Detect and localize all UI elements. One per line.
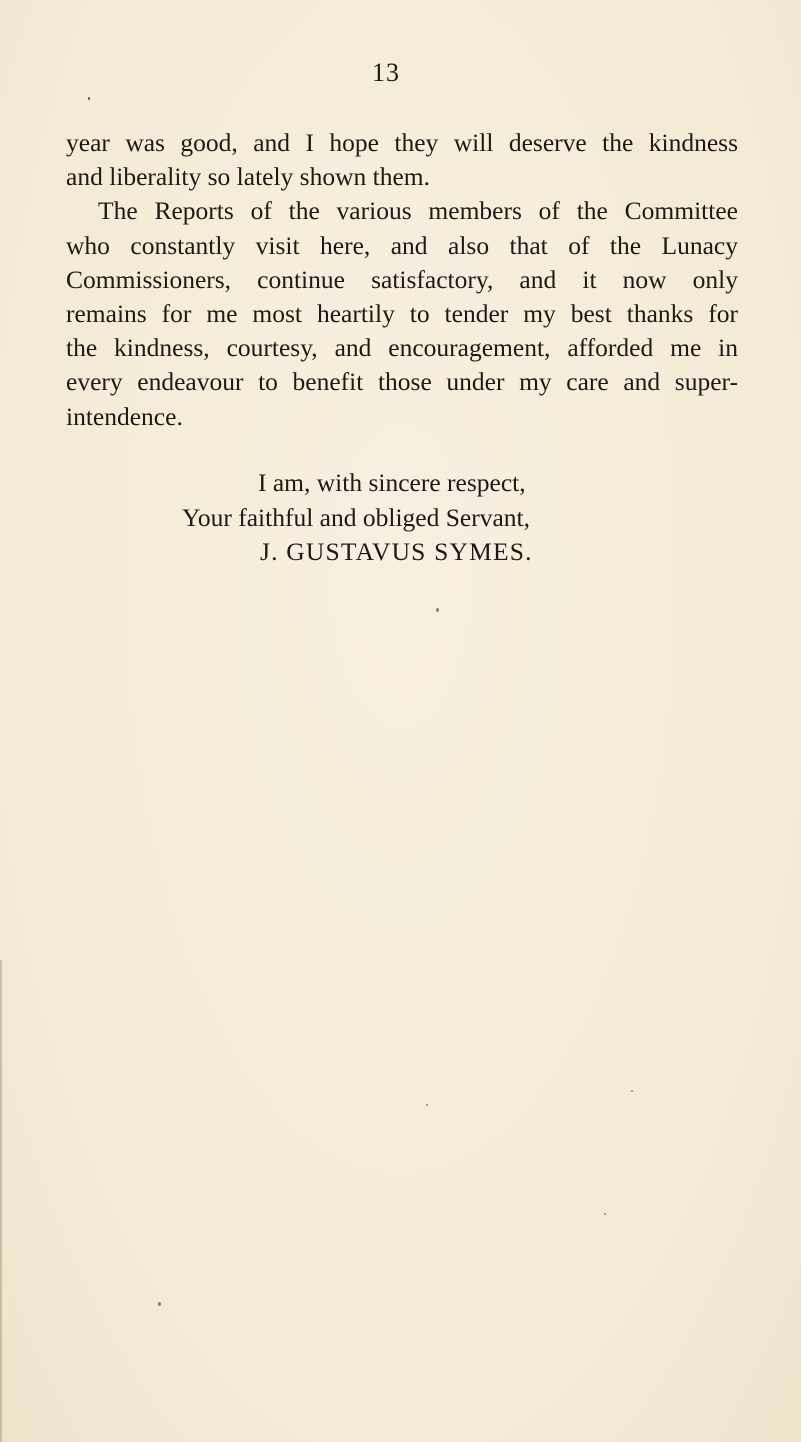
paper-speck <box>631 1090 633 1092</box>
paper-speck <box>88 97 90 100</box>
text-line: Commissioners, continue satisfactory, and it now only <box>66 264 738 294</box>
letter-body <box>66 126 738 434</box>
text-line: The Reports of the various members of the Committee <box>98 196 738 226</box>
paragraph-2 <box>66 194 738 433</box>
text-line: year was good, and I hope they will deserve the kindness <box>66 128 738 157</box>
text-line: intendence. <box>66 401 183 431</box>
text-line: who constantly visit here, and also that of the Lunacy <box>66 230 738 260</box>
page-number: 13 <box>372 58 400 87</box>
paper-speck <box>436 608 439 612</box>
page-edge-shadow <box>0 960 3 1442</box>
signature: J. GUSTAVUS SYMES. <box>260 537 533 566</box>
text-line: remains for me most heartily to tender my best thanks for <box>66 298 738 328</box>
paper-speck <box>426 1104 428 1106</box>
text-line: every endeavour to benefit those under my care and super- <box>66 367 738 397</box>
closing-servant-line: Your faithful and obliged Servant, <box>182 503 530 532</box>
closing-salutation: I am, with sincere respect, <box>258 468 526 497</box>
paper-speck <box>158 1302 161 1306</box>
paper-speck <box>604 1213 606 1215</box>
text-line: and liberality so lately shown them. <box>66 162 431 192</box>
text-line: the kindness, courtesy, and encouragement, afforded me in <box>66 333 738 363</box>
paragraph-1 <box>66 126 738 194</box>
